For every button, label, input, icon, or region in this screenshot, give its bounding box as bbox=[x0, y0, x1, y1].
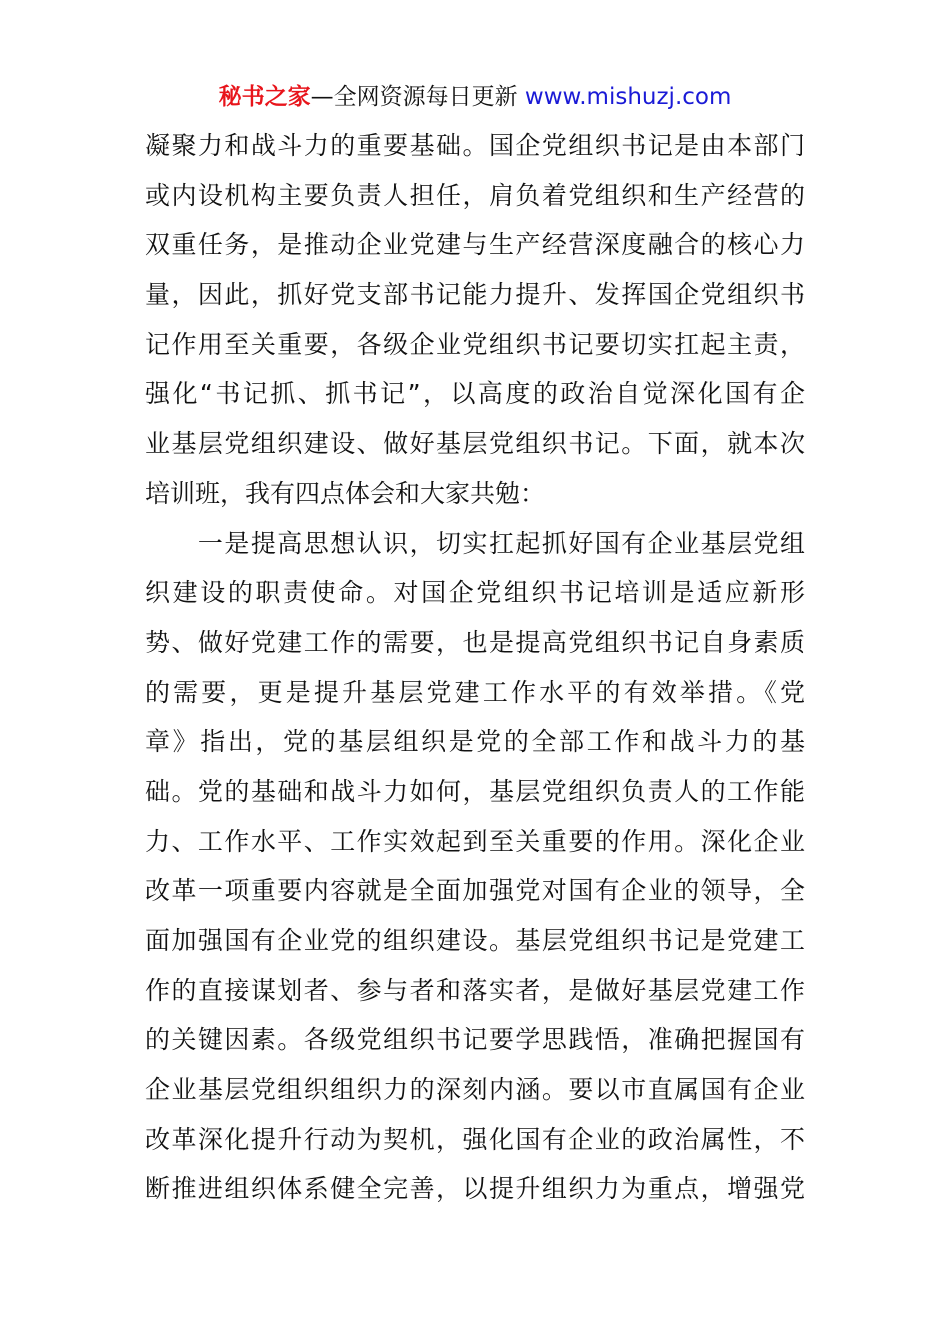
document-body bbox=[145, 121, 805, 1214]
text-line: 双重任务，是推动企业党建与生产经营深度融合的核心力 bbox=[145, 230, 805, 260]
text-line: 面加强国有企业党的组织建设。基层党组织书记是党建工 bbox=[145, 926, 805, 955]
text-line: 业基层党组织建设、做好基层党组织书记。下面，就本次 bbox=[145, 429, 805, 459]
header-brand: 秘书之家 bbox=[218, 84, 311, 110]
text-line: 织建设的职责使命。对国企党组织书记培训是适应新形 bbox=[145, 578, 805, 608]
text-line: 强化“书记抓、抓书记”，以高度的政治自觉深化国有企 bbox=[145, 379, 805, 409]
text-line: 的需要，更是提升基层党建工作水平的有效举措。《党 bbox=[145, 677, 805, 707]
text-line: 一是提高思想认识，切实扛起抓好国有企业基层党组 bbox=[145, 528, 805, 558]
text-line: 企业基层党组织组织力的深刻内涵。要以市直属国有企业 bbox=[145, 1075, 805, 1105]
text-line: 的关键因素。各级党组织书记要学思践悟，准确把握国有 bbox=[145, 1025, 805, 1055]
text-line: 或内设机构主要负责人担任，肩负着党组织和生产经营的 bbox=[145, 180, 805, 210]
text-line: 势、做好党建工作的需要，也是提高党组织书记自身素质 bbox=[145, 627, 805, 657]
header-tagline: —全网资源每日更新 bbox=[310, 84, 518, 110]
text-line: 作的直接谋划者、参与者和落实者，是做好基层党建工作 bbox=[145, 975, 805, 1005]
text-line: 记作用至关重要，各级企业党组织书记要切实扛起主责， bbox=[145, 329, 805, 359]
page-header bbox=[0, 80, 950, 114]
text-line: 量，因此，抓好党支部书记能力提升、发挥国企党组织书 bbox=[145, 280, 805, 310]
text-line: 础。党的基础和战斗力如何，基层党组织负责人的工作能 bbox=[145, 776, 805, 806]
text-line: 断推进组织体系健全完善，以提升组织力为重点，增强党 bbox=[145, 1174, 805, 1204]
text-line: 改革深化提升行动为契机，强化国有企业的政治属性，不 bbox=[145, 1124, 805, 1154]
text-line: 培训班，我有四点体会和大家共勉： bbox=[145, 478, 546, 508]
text-line: 改革一项重要内容就是全面加强党对国有企业的领导，全 bbox=[145, 876, 805, 906]
text-line: 力、工作水平、工作实效起到至关重要的作用。深化企业 bbox=[145, 826, 805, 856]
text-line: 章》指出，党的基层组织是党的全部工作和战斗力的基 bbox=[145, 727, 805, 757]
text-line: 凝聚力和战斗力的重要基础。国企党组织书记是由本部门 bbox=[145, 131, 805, 160]
header-site-link[interactable]: www.mishuzj.com bbox=[524, 84, 732, 110]
